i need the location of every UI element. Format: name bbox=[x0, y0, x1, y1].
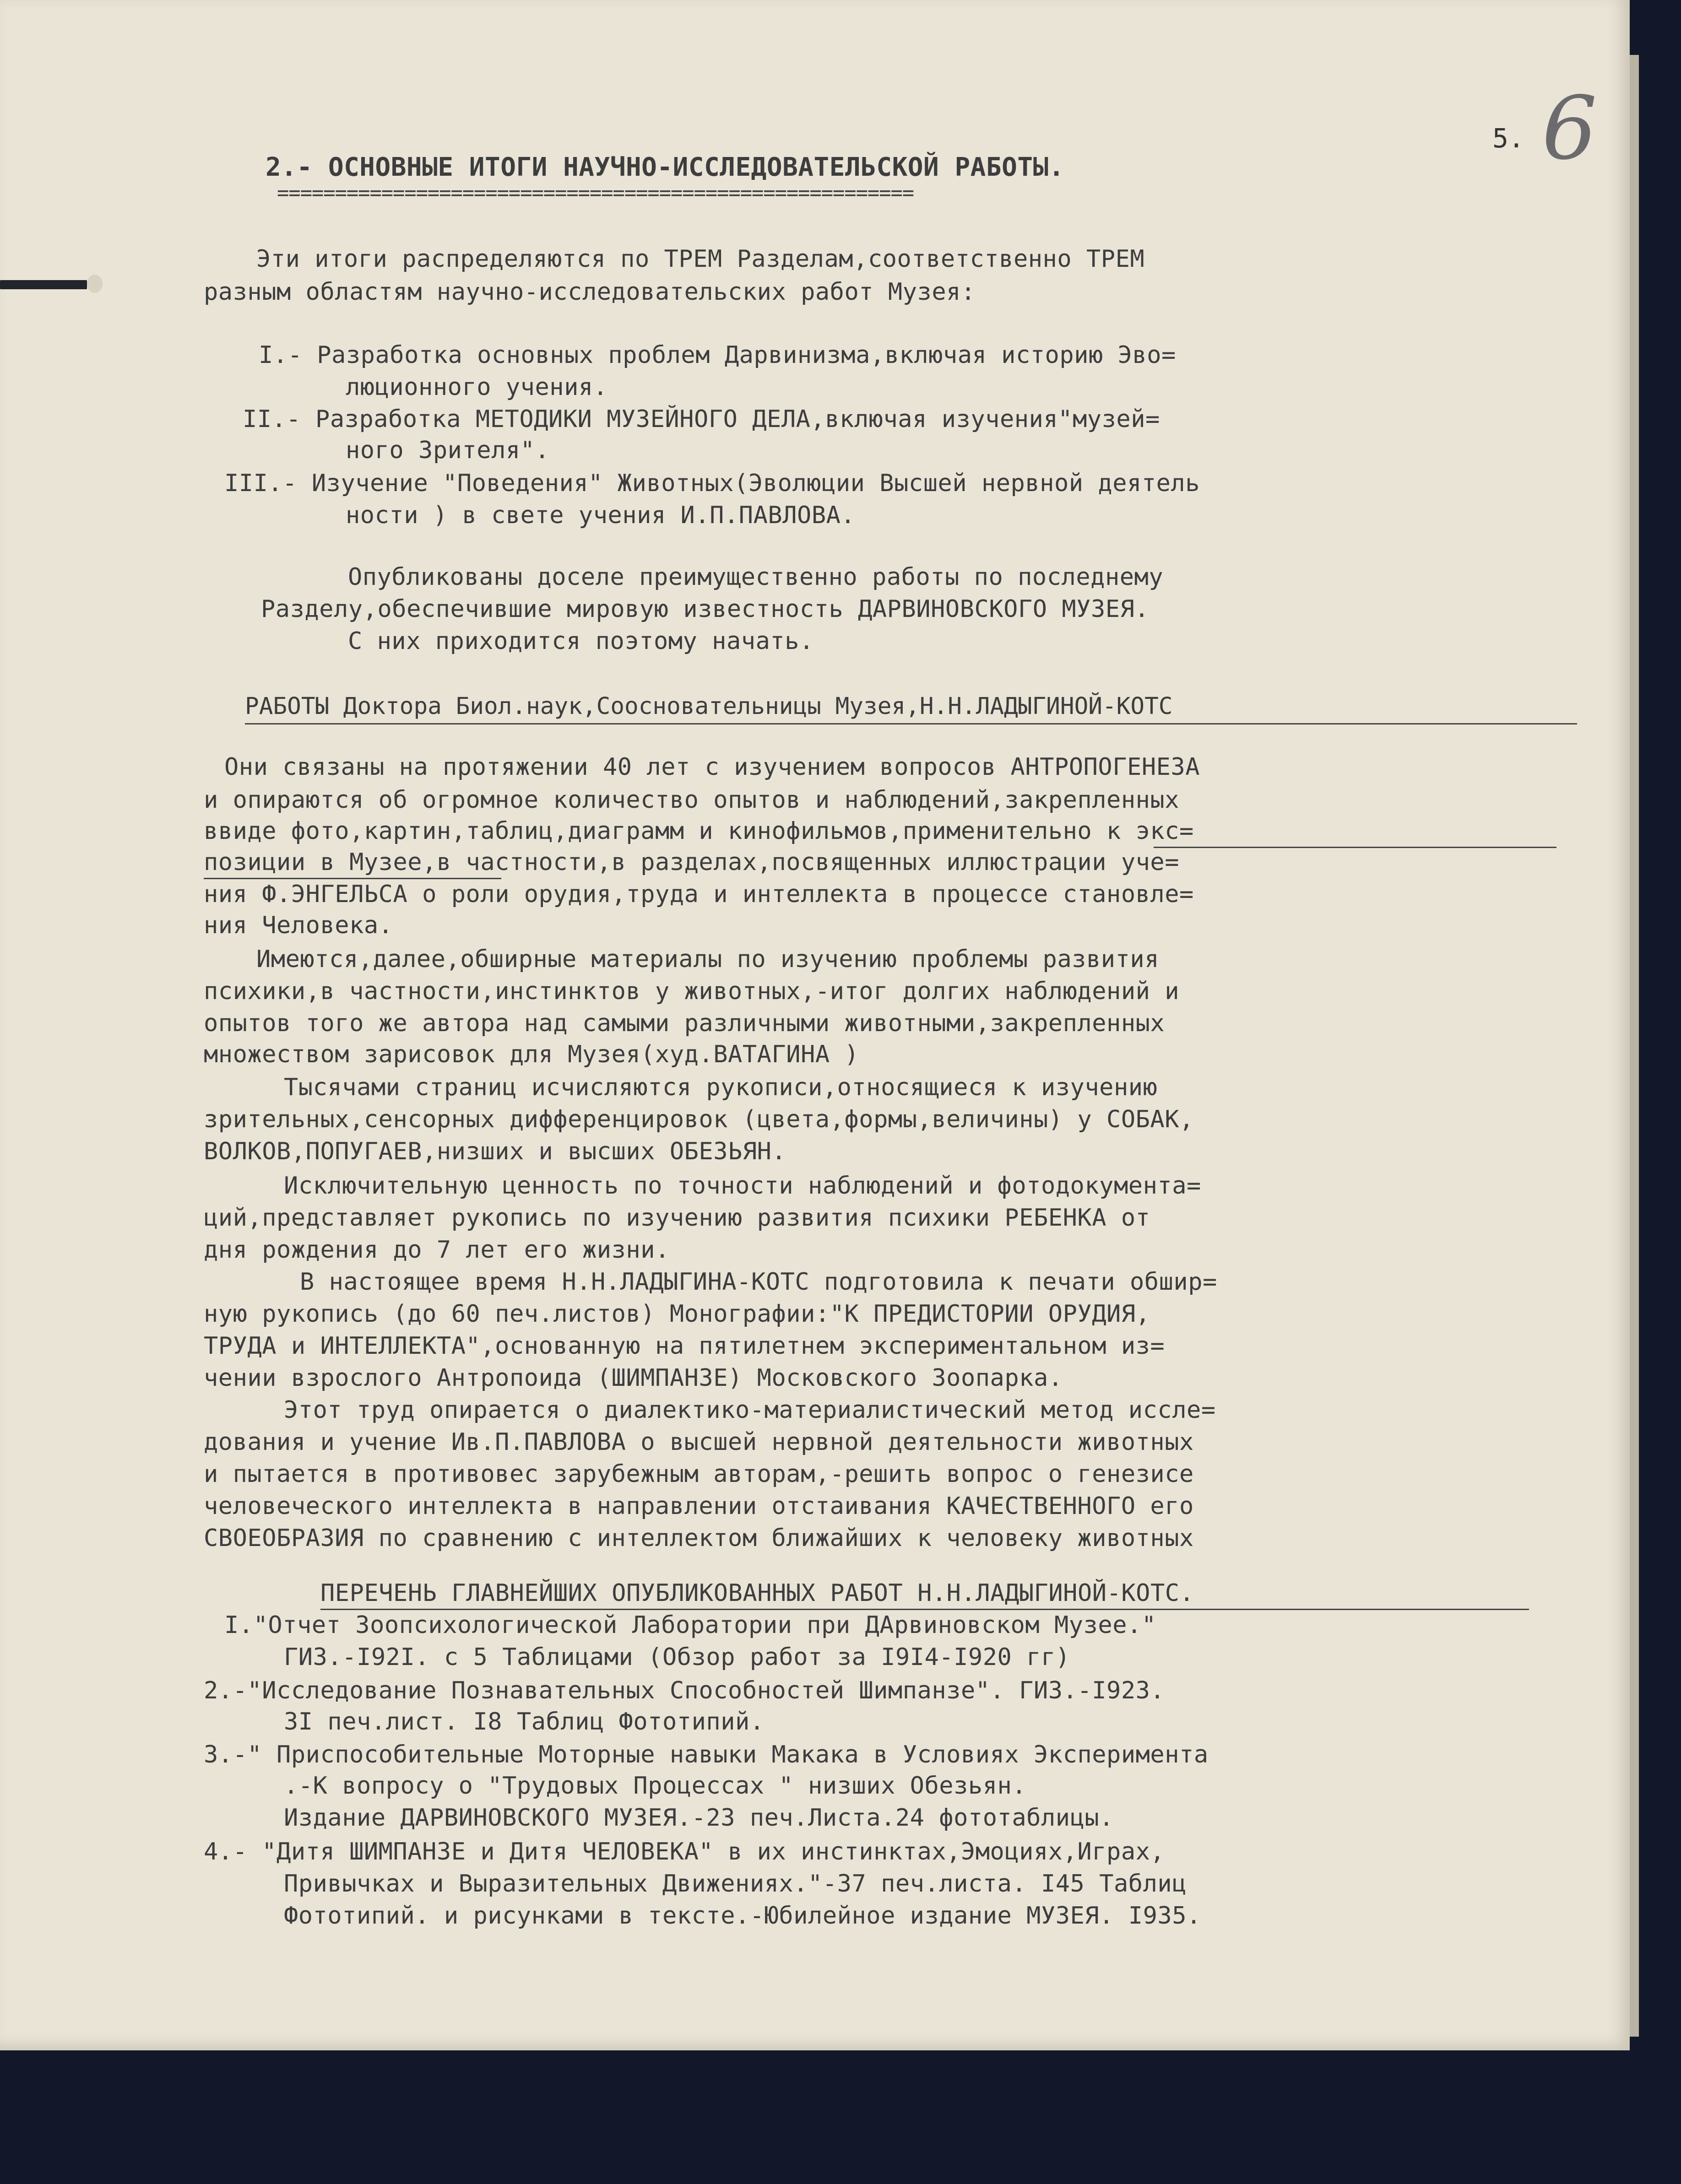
body-line: Тысячами страниц исчисляются рукописи,относящиеся к изучению bbox=[284, 1074, 1158, 1101]
body-line: опытов того же автора над самыми различными животными,закрепленных bbox=[204, 1010, 1165, 1037]
list-heading-underline bbox=[320, 1609, 1529, 1610]
body-line: дования и учение Ив.П.ПАВЛОВА о высшей нервной деятельности животных bbox=[204, 1428, 1194, 1456]
binding-string bbox=[0, 280, 87, 289]
works-heading: РАБОТЫ Доктора Биол.наук,Соосновательницы Музея,Н.Н.ЛАДЫГИНОЙ-КОТС bbox=[245, 693, 1173, 720]
published-line: С них приходится поэтому начать. bbox=[348, 627, 814, 655]
body-line: Исключительную ценность по точности наблюдений и фотодокумента= bbox=[284, 1172, 1201, 1200]
punch-hole bbox=[87, 275, 103, 293]
body-line: ввиде фото,картин,таблиц,диаграмм и кинофильмов,применительно к экс= bbox=[204, 817, 1194, 845]
body-line: Этот труд опирается о диалектико-материалистический метод иссле= bbox=[284, 1396, 1216, 1424]
section-item: II.- Разработка МЕТОДИКИ МУЗЕЙНОГО ДЕЛА,включая изучения"музей= bbox=[243, 405, 1160, 433]
body-line: множеством зарисовок для Музея(худ.ВАТАГИНА ) bbox=[204, 1041, 859, 1068]
section-item: III.- Изучение "Поведения" Животных(Эволюции Высшей нервной деятель bbox=[224, 470, 1200, 497]
body-line: ТРУДА и ИНТЕЛЛЕКТА",основанную на пятилетнем экспериментальном из= bbox=[204, 1332, 1165, 1360]
intro-line: Эти итоги распределяются по ТРЕМ Разделам,соответственно ТРЕМ bbox=[256, 245, 1145, 273]
intro-line: разным областям научно-исследовательских работ Музея: bbox=[204, 278, 976, 306]
publication-line: 2.-"Исследование Познавательных Способностей Шимпанзе". ГИЗ.-I923. bbox=[204, 1677, 1165, 1704]
published-line: Разделу,обеспечившие мировую известность ДАРВИНОВСКОГО МУЗЕЯ. bbox=[261, 595, 1150, 623]
body-line: позиции в Музее,в частности,в разделах,посвященных иллюстрации уче= bbox=[204, 849, 1180, 876]
body-underline bbox=[1154, 847, 1556, 848]
section-item: ного Зрителя". bbox=[346, 437, 550, 464]
publication-line: Фототипий. и рисунками в тексте.-Юбилейное издание МУЗЕЯ. I935. bbox=[284, 1902, 1201, 1930]
section-item: I.- Разработка основных проблем Дарвинизма,включая историю Эво= bbox=[259, 341, 1176, 369]
publication-line: Привычках и Выразительных Движениях."-37 печ.листа. I45 Таблиц bbox=[284, 1870, 1187, 1897]
body-line: ций,представляет рукопись по изучению развития психики РЕБЕНКА от bbox=[204, 1204, 1150, 1232]
page-number: 5. bbox=[1492, 123, 1524, 154]
body-line: В настоящее время Н.Н.ЛАДЫГИНА-КОТС подготовила к печати обшир= bbox=[300, 1268, 1217, 1296]
publication-line: 4.- "Дитя ШИМПАНЗЕ и Дитя ЧЕЛОВЕКА" в их инстинктах,Эмоциях,Играх, bbox=[204, 1838, 1165, 1865]
publication-line: Издание ДАРВИНОВСКОГО МУЗЕЯ.-23 печ.Листа.24 фототаблицы. bbox=[284, 1804, 1114, 1832]
body-line: психики,в частности,инстинктов у животных,-итог долгих наблюдений и bbox=[204, 978, 1180, 1005]
body-line: и пытается в противовес зарубежным авторам,-решить вопрос о генезисе bbox=[204, 1460, 1194, 1488]
body-underline bbox=[204, 878, 501, 879]
publication-line: 3I печ.лист. I8 Таблиц Фототипий. bbox=[284, 1708, 765, 1735]
body-line: ВОЛКОВ,ПОПУГАЕВ,низших и высших ОБЕЗЬЯН. bbox=[204, 1138, 786, 1165]
body-line: СВОЕОБРАЗИЯ по сравнению с интеллектом ближайших к человеку животных bbox=[204, 1524, 1194, 1552]
body-line: Имеются,далее,обширные материалы по изучению проблемы развития bbox=[256, 946, 1160, 973]
archive-number: 6 bbox=[1542, 78, 1597, 179]
body-line: ния Человека. bbox=[204, 912, 393, 939]
body-line: чении взрослого Антропоида (ШИМПАНЗЕ) Московского Зоопарка. bbox=[204, 1364, 1063, 1392]
body-line: человеческого интеллекта в направлении отстаивания КАЧЕСТВЕННОГО его bbox=[204, 1492, 1194, 1520]
section-heading: 2.- ОСНОВНЫЕ ИТОГИ НАУЧНО-ИССЛЕДОВАТЕЛЬСКОЙ РАБОТЫ. bbox=[266, 152, 1064, 182]
body-line: Они связаны на протяжении 40 лет с изучением вопросов АНТРОПОГЕНЕЗА bbox=[224, 753, 1200, 781]
page-edge bbox=[1630, 55, 1639, 2037]
publication-line: ГИЗ.-I92I. с 5 Таблицами (Обзор работ за I9I4-I920 гг) bbox=[284, 1643, 1070, 1671]
publication-line: I."Отчет Зоопсихологической Лаборатории при ДАрвиновском Музее." bbox=[224, 1611, 1156, 1639]
body-line: и опираются об огромное количество опытов и наблюдений,закрепленных bbox=[204, 786, 1180, 814]
works-heading-underline bbox=[245, 723, 1577, 724]
body-line: дня рождения до 7 лет его жизни. bbox=[204, 1236, 670, 1264]
publication-line: .-К вопросу о "Трудовых Процессах " низших Обезьян. bbox=[284, 1772, 1027, 1800]
body-line: ния Ф.ЭНГЕЛЬСА о роли орудия,труда и интеллекта в процессе становле= bbox=[204, 881, 1194, 908]
section-item: ности ) в свете учения И.П.ПАВЛОВА. bbox=[346, 502, 856, 529]
heading-rule: ======================================================= bbox=[277, 181, 914, 205]
body-line: ную рукопись (до 60 печ.листов) Монографии:"К ПРЕДИСТОРИИ ОРУДИЯ, bbox=[204, 1300, 1150, 1328]
list-heading: ПЕРЕЧЕНЬ ГЛАВНЕЙШИХ ОПУБЛИКОВАННЫХ РАБОТ Н.Н.ЛАДЫГИНОЙ-КОТС. bbox=[320, 1579, 1194, 1607]
publication-line: 3.-" Приспособительные Моторные навыки Макака в Условиях Эксперимента bbox=[204, 1741, 1209, 1768]
body-line: зрительных,сенсорных дифференцировок (цвета,формы,величины) у СОБАК, bbox=[204, 1106, 1194, 1133]
published-line: Опубликованы доселе преимущественно работы по последнему bbox=[348, 563, 1164, 591]
section-item: люционного учения. bbox=[346, 373, 608, 401]
